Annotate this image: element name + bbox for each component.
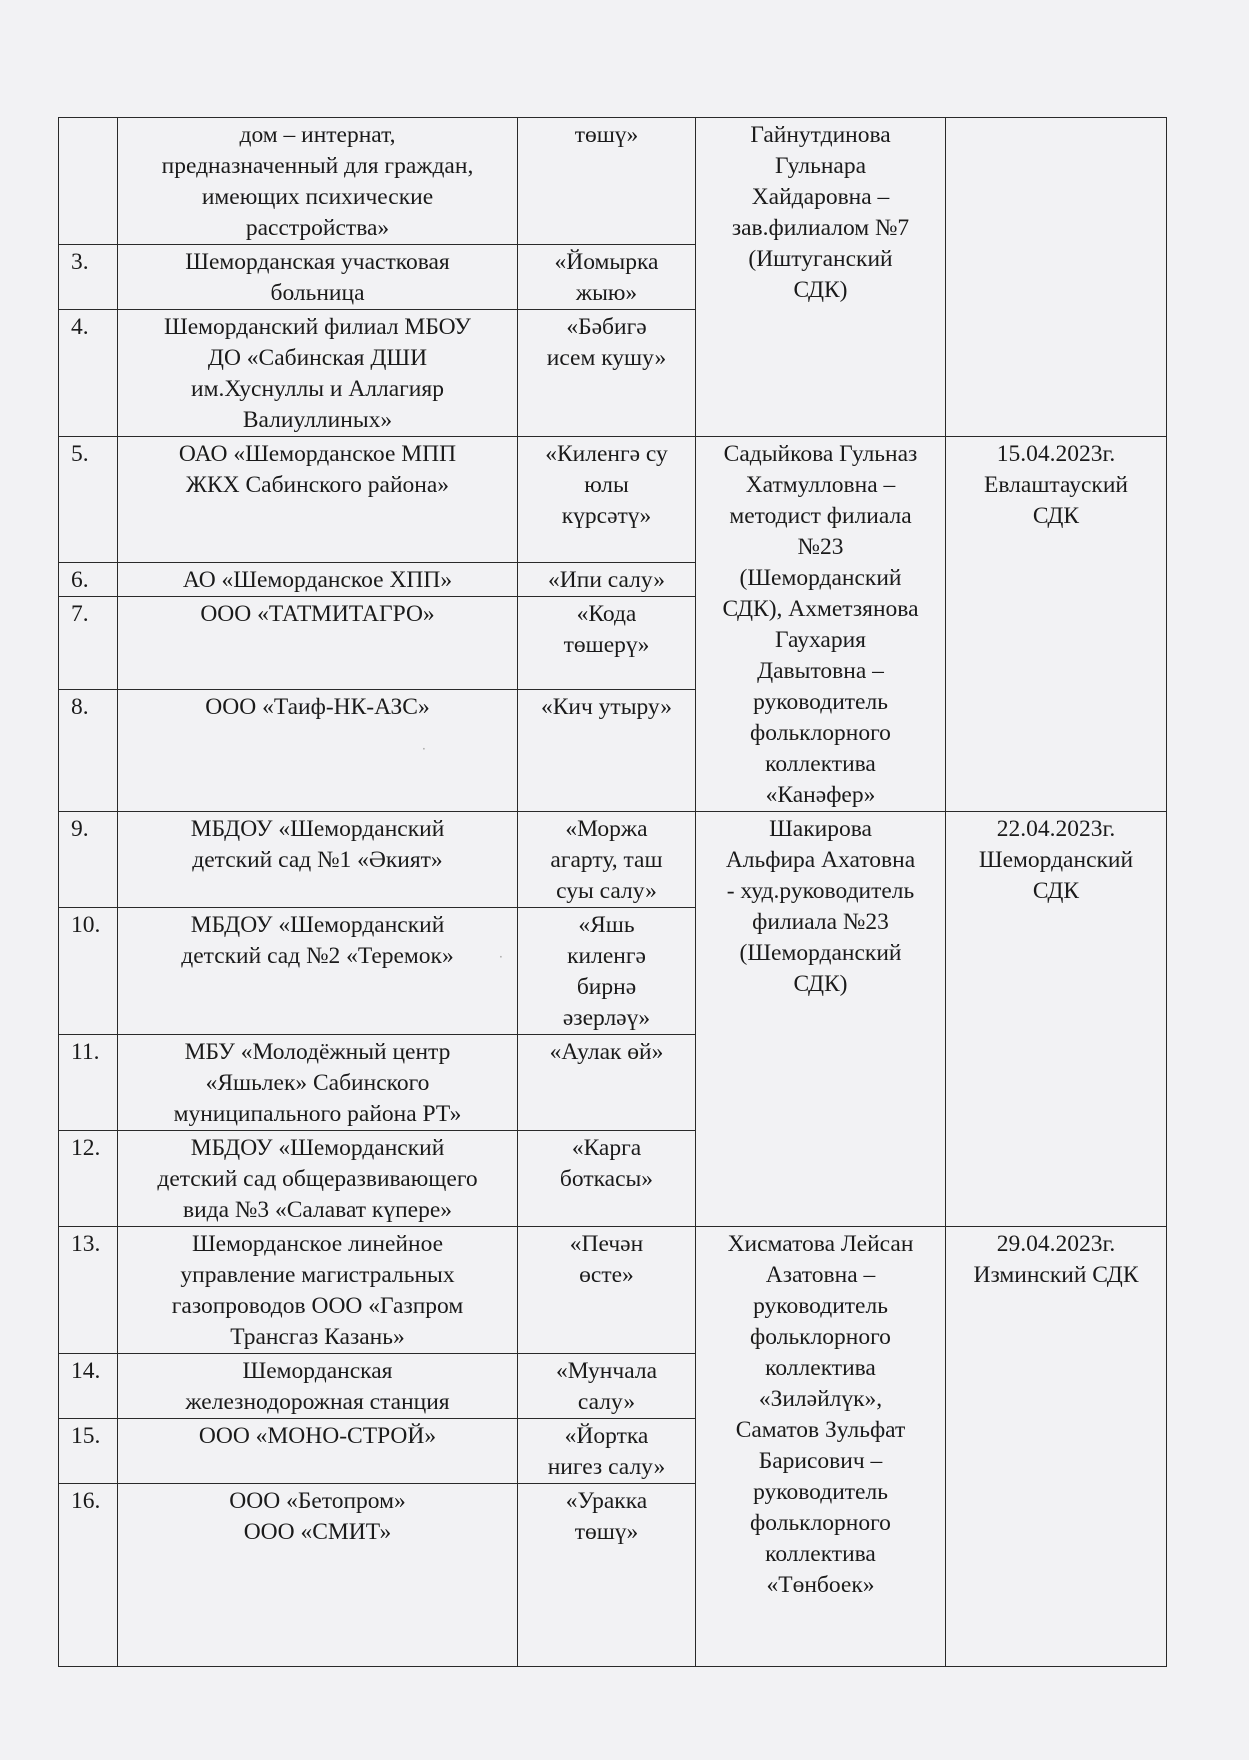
rite-cell: «Кич утыру» xyxy=(518,690,696,812)
row-number: 4. xyxy=(59,310,118,437)
rite-cell: «Уракка төшү» xyxy=(518,1484,696,1667)
row-number: 6. xyxy=(59,563,118,597)
row-number: 10. xyxy=(59,908,118,1035)
row-number: 7. xyxy=(59,597,118,690)
responsible-cell: Гайнутдинова Гульнара Хайдаровна – зав.филиалом №7 (Иштуганский СДК) xyxy=(696,118,946,437)
responsible-cell: Хисматова Лейсан Азатовна – руководитель фольклорного коллектива «Зиләйлүк», Саматов Зульфат Барисович – руководитель фольклорного коллектива «Төнбоек» xyxy=(696,1227,946,1667)
row-number: 9. xyxy=(59,812,118,908)
scan-speck: · xyxy=(422,742,426,756)
date-venue-cell: 29.04.2023г. Изминский СДК xyxy=(946,1227,1167,1667)
rite-cell: «Йомырка жыю» xyxy=(518,245,696,310)
table-row xyxy=(59,437,1167,563)
date-venue-cell: 22.04.2023г. Шеморданский СДК xyxy=(946,812,1167,1227)
organization-cell: ООО «Бетопром» ООО «СМИТ» xyxy=(118,1484,518,1667)
scan-speck: · xyxy=(499,950,503,964)
rite-cell: «Мунчала салу» xyxy=(518,1354,696,1419)
row-number xyxy=(59,118,118,245)
table-row xyxy=(59,1227,1167,1354)
row-number: 13. xyxy=(59,1227,118,1354)
rite-cell: «Аулак өй» xyxy=(518,1035,696,1131)
responsible-cell: Шакирова Альфира Ахатовна - худ.руководитель филиала №23 (Шеморданский СДК) xyxy=(696,812,946,1227)
rite-cell: төшү» xyxy=(518,118,696,245)
organization-cell: МБУ «Молодёжный центр «Яшьлек» Сабинского муниципального района РТ» xyxy=(118,1035,518,1131)
organization-cell: Шеморданский филиал МБОУ ДО «Сабинская ДШИ им.Хуснуллы и Аллагияр Валиуллиных» xyxy=(118,310,518,437)
rite-cell: «Печән өсте» xyxy=(518,1227,696,1354)
rite-cell: «Моржа агарту, таш суы салу» xyxy=(518,812,696,908)
organization-cell: АО «Шеморданское ХПП» xyxy=(118,563,518,597)
organization-cell: МБДОУ «Шеморданский детский сад №2 «Теремок» xyxy=(118,908,518,1035)
row-number: 11. xyxy=(59,1035,118,1131)
organization-cell: ОАО «Шеморданское МПП ЖКХ Сабинского района» xyxy=(118,437,518,563)
row-number: 12. xyxy=(59,1131,118,1227)
row-number: 14. xyxy=(59,1354,118,1419)
date-venue-cell xyxy=(946,118,1167,437)
row-number: 5. xyxy=(59,437,118,563)
rite-cell: «Карга боткасы» xyxy=(518,1131,696,1227)
row-number: 15. xyxy=(59,1419,118,1484)
organization-cell: дом – интернат, предназначенный для граждан, имеющих психические расстройства» xyxy=(118,118,518,245)
organization-cell: ООО «ТАТМИТАГРО» xyxy=(118,597,518,690)
organization-cell: ООО «МОНО-СТРОЙ» xyxy=(118,1419,518,1484)
rite-cell: «Бәбигә исем кушу» xyxy=(518,310,696,437)
rite-cell: «Ипи салу» xyxy=(518,563,696,597)
organization-cell: Шеморданская железнодорожная станция xyxy=(118,1354,518,1419)
row-number: 8. xyxy=(59,690,118,812)
organization-cell: МБДОУ «Шеморданский детский сад №1 «Әкият» xyxy=(118,812,518,908)
rite-cell: «Яшь киленгә бирнә әзерләү» xyxy=(518,908,696,1035)
rite-cell: «Киленгә су юлы күрсәтү» xyxy=(518,437,696,563)
organization-cell: Шеморданская участковая больница xyxy=(118,245,518,310)
date-venue-cell: 15.04.2023г. Евлаштауский СДК xyxy=(946,437,1167,812)
rite-cell: «Кода төшерү» xyxy=(518,597,696,690)
rite-cell: «Йортка нигез салу» xyxy=(518,1419,696,1484)
organization-cell: Шеморданское линейное управление магистральных газопроводов ООО «Газпром Трансгаз Казань» xyxy=(118,1227,518,1354)
table-row xyxy=(59,812,1167,908)
organization-cell: ООО «Таиф-НК-АЗС» xyxy=(118,690,518,812)
row-number: 3. xyxy=(59,245,118,310)
table-row xyxy=(59,118,1167,245)
events-table xyxy=(58,117,1167,1667)
organization-cell: МБДОУ «Шеморданский детский сад общеразвивающего вида №3 «Салават күпере» xyxy=(118,1131,518,1227)
responsible-cell: Садыйкова Гульназ Хатмулловна – методист филиала №23 (Шеморданский СДК), Ахметзянова Гаухария Давытовна – руководитель фольклорного коллектива «Канәфер» xyxy=(696,437,946,812)
row-number: 16. xyxy=(59,1484,118,1667)
